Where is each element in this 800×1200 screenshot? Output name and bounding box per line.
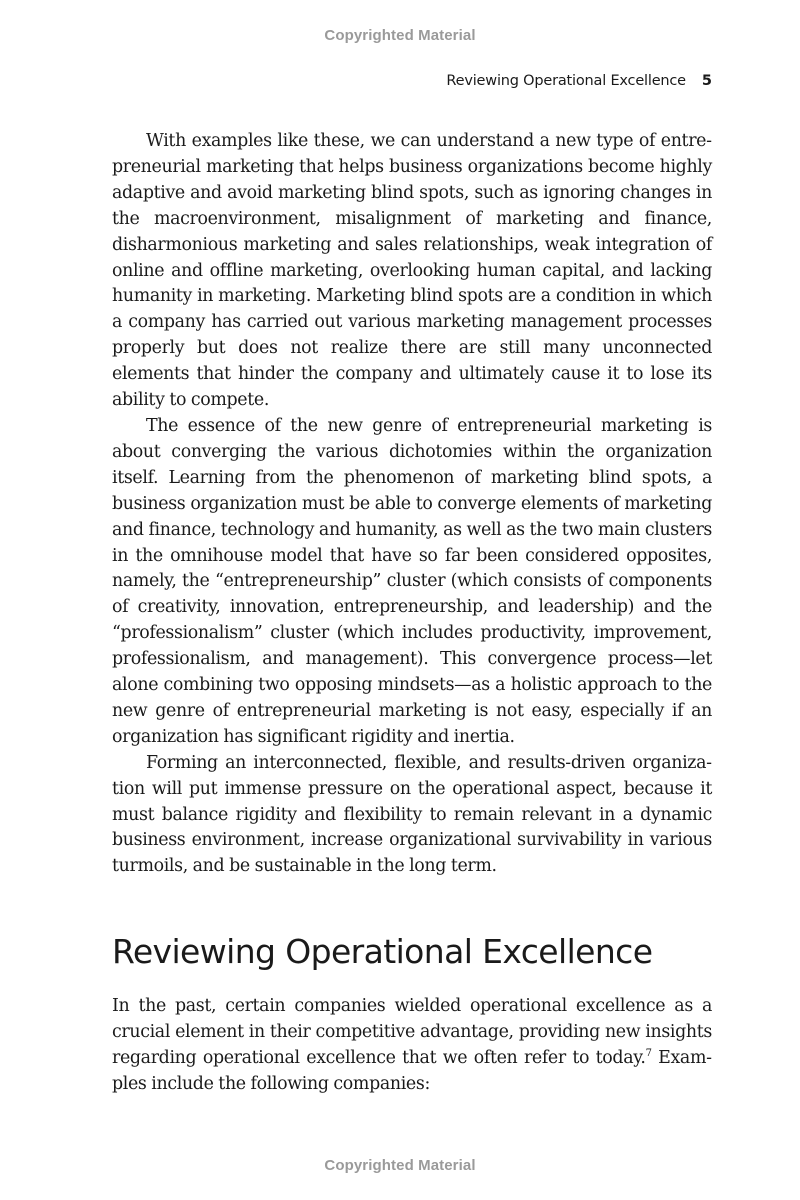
body-text-intro <box>112 129 712 880</box>
section-paragraph <box>112 994 712 1098</box>
section-paragraph-tail: Examples include the following companies: <box>112 1047 712 1094</box>
footnote-reference: 7 <box>645 1047 652 1059</box>
paragraph-3: Forming an interconnected, flexible, and results-driven organization will put immense pressure on the operational aspect, because it must balance rigidity and flexibility to remain relevant in a dynamic business environment, increase organizational survivability in various turmoils, and be sustainable in the long term. <box>112 752 712 877</box>
body-text-section <box>112 994 712 1098</box>
copyright-watermark-bottom: Copyrighted Material <box>324 1157 476 1174</box>
paragraph-1: With examples like these, we can understand a new type of entrepreneurial marketing that helps business organizations become highly adaptive and avoid marketing blind spots, such as ignoring changes in the macroenvironment, misalignment of marketing and finance, disharmonious marketing and sales relationships, weak integration of online and offline marketing, overlooking human capital, and lacking humanity in marketing. Marketing blind spots are a condition in which a company has carried out various marketing management processes properly but does not realize there are still many unconnected elements that hinder the company and ultimately cause it to lose its ability to compete. <box>112 131 712 411</box>
paragraph-2: The essence of the new genre of entrepreneurial marketing is about converging the various dichotomies within the organization itself. Learning from the phenomenon of marketing blind spots, a business organization must be able to converge elements of marketing and finance, technology and humanity, as well as the two main clusters in the omnihouse model that have so far been considered opposites, namely, the “entrepreneurship” cluster (which consists of components of creativity, innovation, entrepreneurship, and leadership) and the “professionalism” cluster (which includes productivity, improvement, professionalism, and management). This convergence process—let alone combining two opposing mindsets—as a holistic approach to the new genre of entrepreneurial marketing is not easy, especially if an organization has significant rigidity and inertia. <box>112 415 712 747</box>
section-heading: Reviewing Operational Excellence <box>112 932 653 971</box>
copyright-watermark-top: Copyrighted Material <box>324 27 476 44</box>
running-head-title: Reviewing Operational Excellence <box>446 73 686 89</box>
page-number: 5 <box>701 73 712 89</box>
section-paragraph-text: In the past, certain companies wielded operational excellence as a crucial element in their competitive advantage, providing new insights regarding operational excellence that we often refer to today. <box>112 996 712 1068</box>
running-head <box>446 73 712 89</box>
